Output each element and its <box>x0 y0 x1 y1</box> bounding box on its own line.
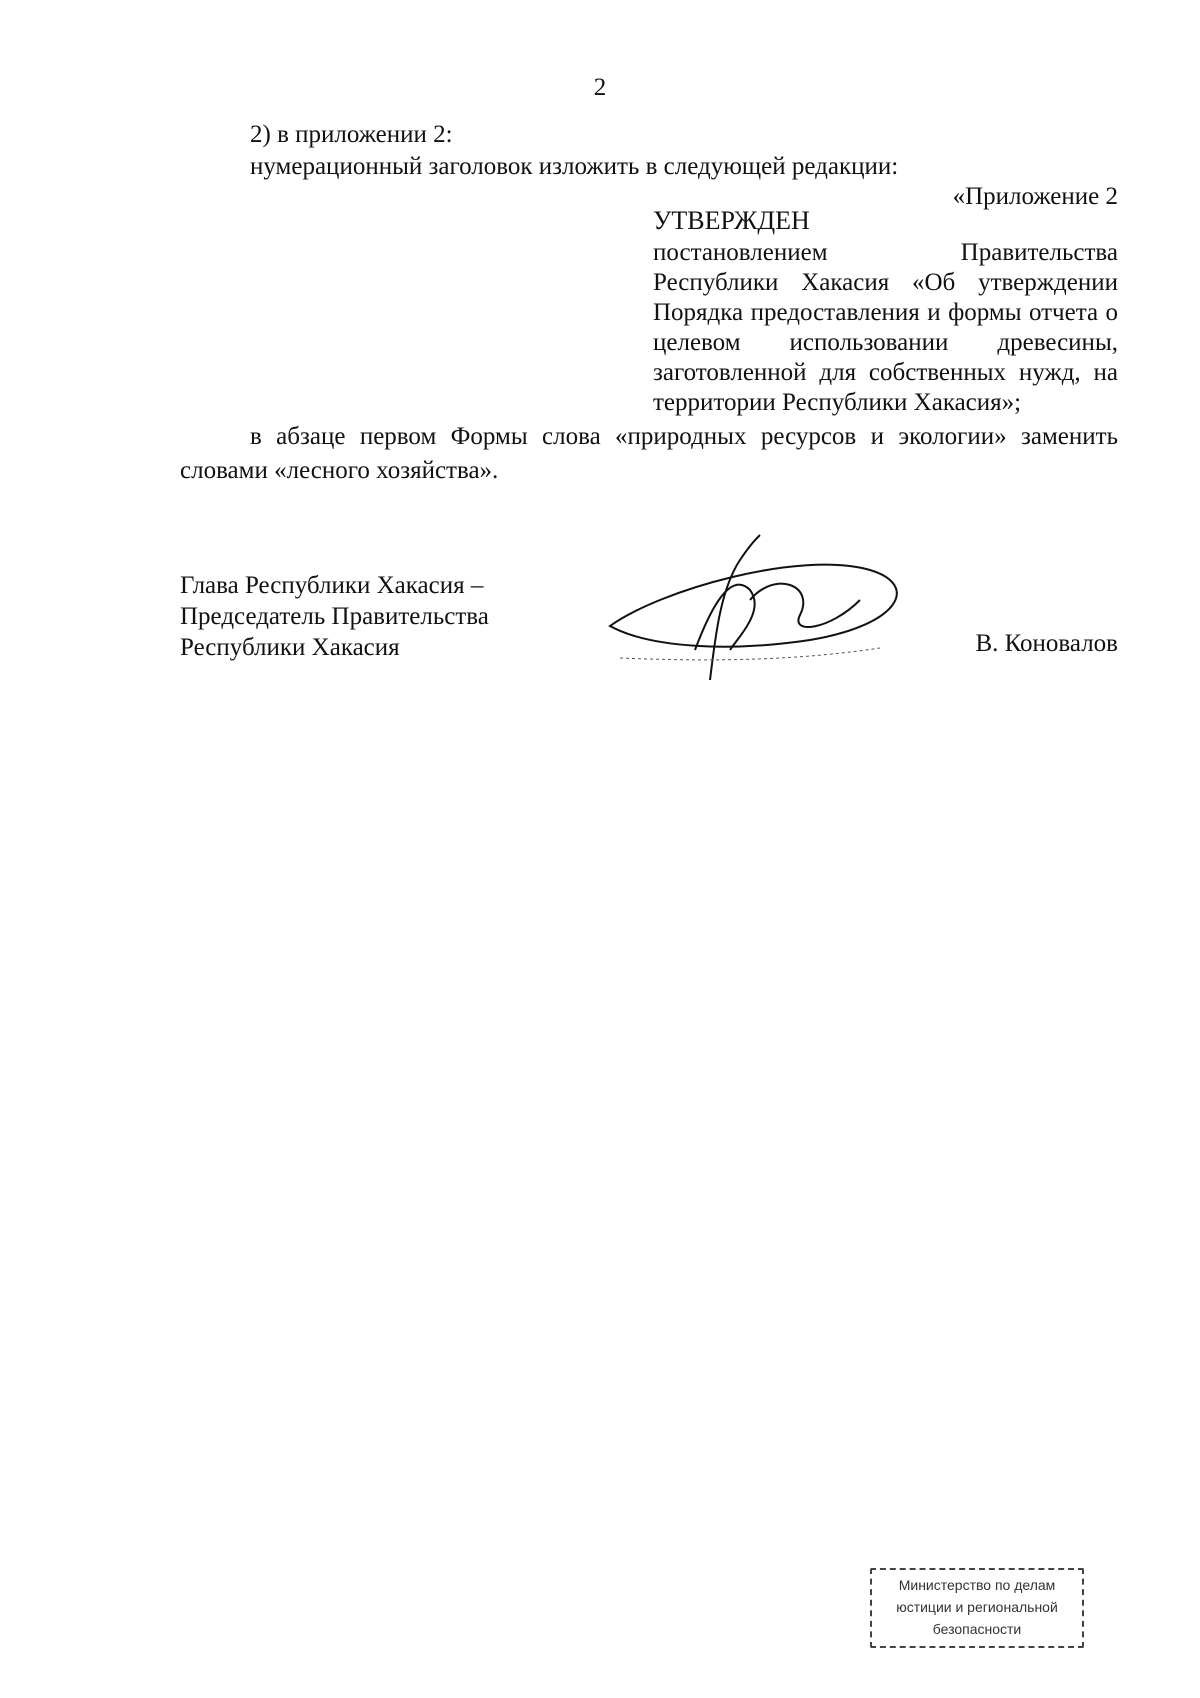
signatory-line-3: Республики Хакасия <box>180 634 400 661</box>
page-number: 2 <box>593 74 607 101</box>
registration-stamp <box>870 1568 1084 1648</box>
signatory-title <box>180 570 489 663</box>
signatory-name: В. Коновалов <box>975 630 1118 657</box>
appendix-label: «Приложение 2 <box>952 183 1118 210</box>
amendment-paragraph: в абзаце первом Формы слова «природных ресурсов и экологии» заменить словами «лесного хозяйства». <box>180 423 1118 484</box>
signatory-line-1: Глава Республики Хакасия – <box>180 572 484 599</box>
handwritten-signature <box>600 530 920 680</box>
approval-block <box>653 206 1118 418</box>
item-instruction: нумерационный заголовок изложить в следующей редакции: <box>250 153 899 180</box>
signatory-line-2: Председатель Правительства <box>180 603 489 630</box>
stamp-line-2: юстиции и региональной <box>896 1599 1058 1615</box>
approval-title: УТВЕРЖДЕН <box>653 206 810 235</box>
stamp-line-3: безопасности <box>932 1621 1022 1637</box>
item-heading: 2) в приложении 2: <box>250 121 453 148</box>
stamp-line-1: Министерство по делам <box>898 1577 1056 1593</box>
approval-text: постановлением Правительства Республики Хакасия «Об утверждении Порядка предоставления и формы отчета о целевом использовании древесины, заготовленной для собственных нужд, на территории Республики Хакасия»; <box>653 239 1118 416</box>
